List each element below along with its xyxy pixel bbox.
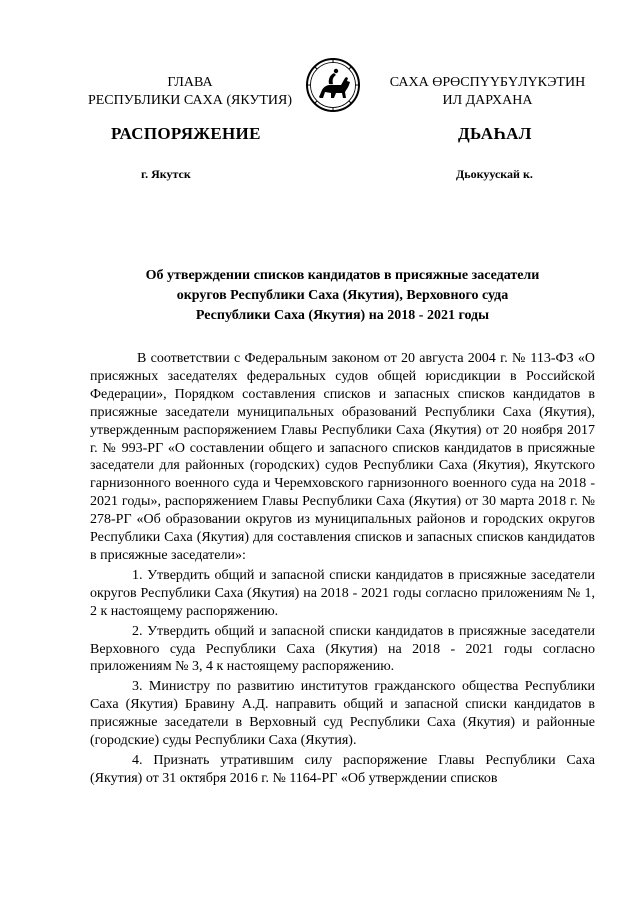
doc-type-sakha: ДЬАҺАЛ — [458, 124, 532, 143]
body-paragraph-preamble: В соответствии с Федеральным законом от 20 августа 2004 г. № 113-ФЗ «О присяжных заседателях федеральных судов общей юрисдикции в Российской Федерации», Порядком составления списков и запасных списков кандидатов в присяжные заседатели муниципальных образований Республики Саха (Якутия), утвержденным распоряжением Главы Республики Саха (Якутия) от 20 ноября 2017 г. № 993-РГ «О составлении общего и запасного списков кандидатов в присяжные заседатели для районных (городских) судов Республики Саха (Якутия), Якутского гарнизонного военного суда и Черемховского гарнизонного военного суда на 2018 - 2021 годы», распоряжением Главы Республики Саха (Якутия) от 30 марта 2018 г. № 278-РГ «Об образовании округов из муниципальных районов и городских округов Республики Саха (Якутия) для составления списков и запасных списков кандидатов в присяжные заседатели»: — [90, 351, 595, 563]
header-right-line2: ИЛ ДАРХАНА — [442, 93, 533, 108]
document-title — [90, 266, 595, 326]
title-line3: Республики Саха (Якутия) на 2018 - 2021 годы — [195, 308, 490, 323]
doc-type-ru: РАСПОРЯЖЕНИЕ — [111, 124, 261, 143]
header-right-line1: САХА ӨРӨСПҮҮБҮЛҮКЭТИН — [389, 75, 586, 90]
place-ru: г. Якутск — [141, 167, 191, 181]
header-left-line2: РЕСПУБЛИКИ САХА (ЯКУТИЯ) — [87, 93, 293, 108]
title-line1: Об утверждении списков кандидатов в присяжные заседатели — [145, 268, 540, 283]
header-right — [385, 74, 590, 110]
place-sakha: Дьокуускай к. — [456, 167, 533, 181]
header-left — [80, 74, 300, 110]
title-line2: округов Республики Саха (Якутия), Верховного суда — [176, 288, 509, 303]
body-paragraph-item4: 4. Признать утратившим силу распоряжение Главы Республики Саха (Якутия) от 31 октября 2016 г. № 1164-РГ «Об утверждении списков — [90, 752, 595, 786]
header-left-line1: ГЛАВА — [167, 75, 213, 90]
body-paragraph-item2: 2. Утвердить общий и запасной списки кандидатов в присяжные заседатели Верховного суда Республики Саха (Якутия) на 2018 - 2021 годы согласно приложениям № 3, 4 к настоящему распоряжению. — [90, 623, 595, 675]
document-body — [90, 350, 595, 790]
body-paragraph-item1: 1. Утвердить общий и запасной списки кандидатов в присяжные заседатели округов Республики Саха (Якутия) на 2018 - 2021 годы согласно приложениям № 1, 2 к настоящему распоряжению. — [90, 567, 595, 619]
body-paragraph-item3: 3. Министру по развитию институтов гражданского общества Республики Саха (Якутия) Бравину А.Д. направить общий и запасной списки кандидатов в присяжные заседатели в Верховный суд Республики Саха (Якутия) и районные (городские) суды Республики Саха (Якутия). — [90, 679, 595, 749]
coat-of-arms-emblem-icon — [305, 57, 361, 113]
